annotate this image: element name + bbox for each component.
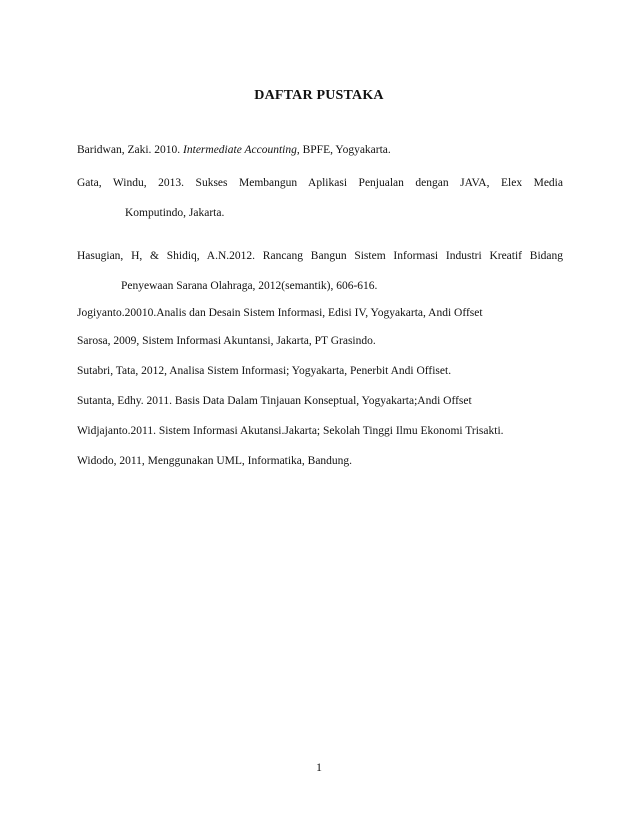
reference-item: Widjajanto.2011. Sistem Informasi Akutansi.Jakarta; Sekolah Tinggi Ilmu Ekonomi Trisakti. [77, 425, 504, 437]
reference-item-line: Gata, Windu, 2013. Sukses Membangun Aplikasi Penjualan dengan JAVA, Elex Media [77, 177, 563, 189]
reference-item-continuation: Komputindo, Jakarta. [125, 207, 225, 219]
reference-item [77, 143, 391, 157]
reference-item-continuation: Penyewaan Sarana Olahraga, 2012(semantik), 606-616. [121, 280, 378, 292]
reference-book-title: Intermediate Accounting [183, 144, 297, 156]
reference-text: Baridwan, Zaki. 2010. [77, 144, 184, 156]
page-title: DAFTAR PUSTAKA [254, 88, 384, 103]
reference-item: Sutanta, Edhy. 2011. Basis Data Dalam Tinjauan Konseptual, Yogyakarta;Andi Offset [77, 395, 472, 407]
reference-item: Widodo, 2011, Menggunakan UML, Informatika, Bandung. [77, 455, 353, 467]
reference-item-line: Hasugian, H, & Shidiq, A.N.2012. Rancang Bangun Sistem Informasi Industri Kreatif Bidang [77, 250, 563, 262]
reference-text: , BPFE, Yogyakarta. [296, 144, 391, 156]
reference-item: Jogiyanto.20010.Analis dan Desain Sistem Informasi, Edisi IV, Yogyakarta, Andi Offset [77, 307, 483, 319]
reference-item: Sutabri, Tata, 2012, Analisa Sistem Informasi; Yogyakarta, Penerbit Andi Offiset. [77, 365, 452, 377]
page-number: 1 [316, 760, 322, 774]
reference-item: Sarosa, 2009, Sistem Informasi Akuntansi, Jakarta, PT Grasindo. [77, 335, 376, 347]
